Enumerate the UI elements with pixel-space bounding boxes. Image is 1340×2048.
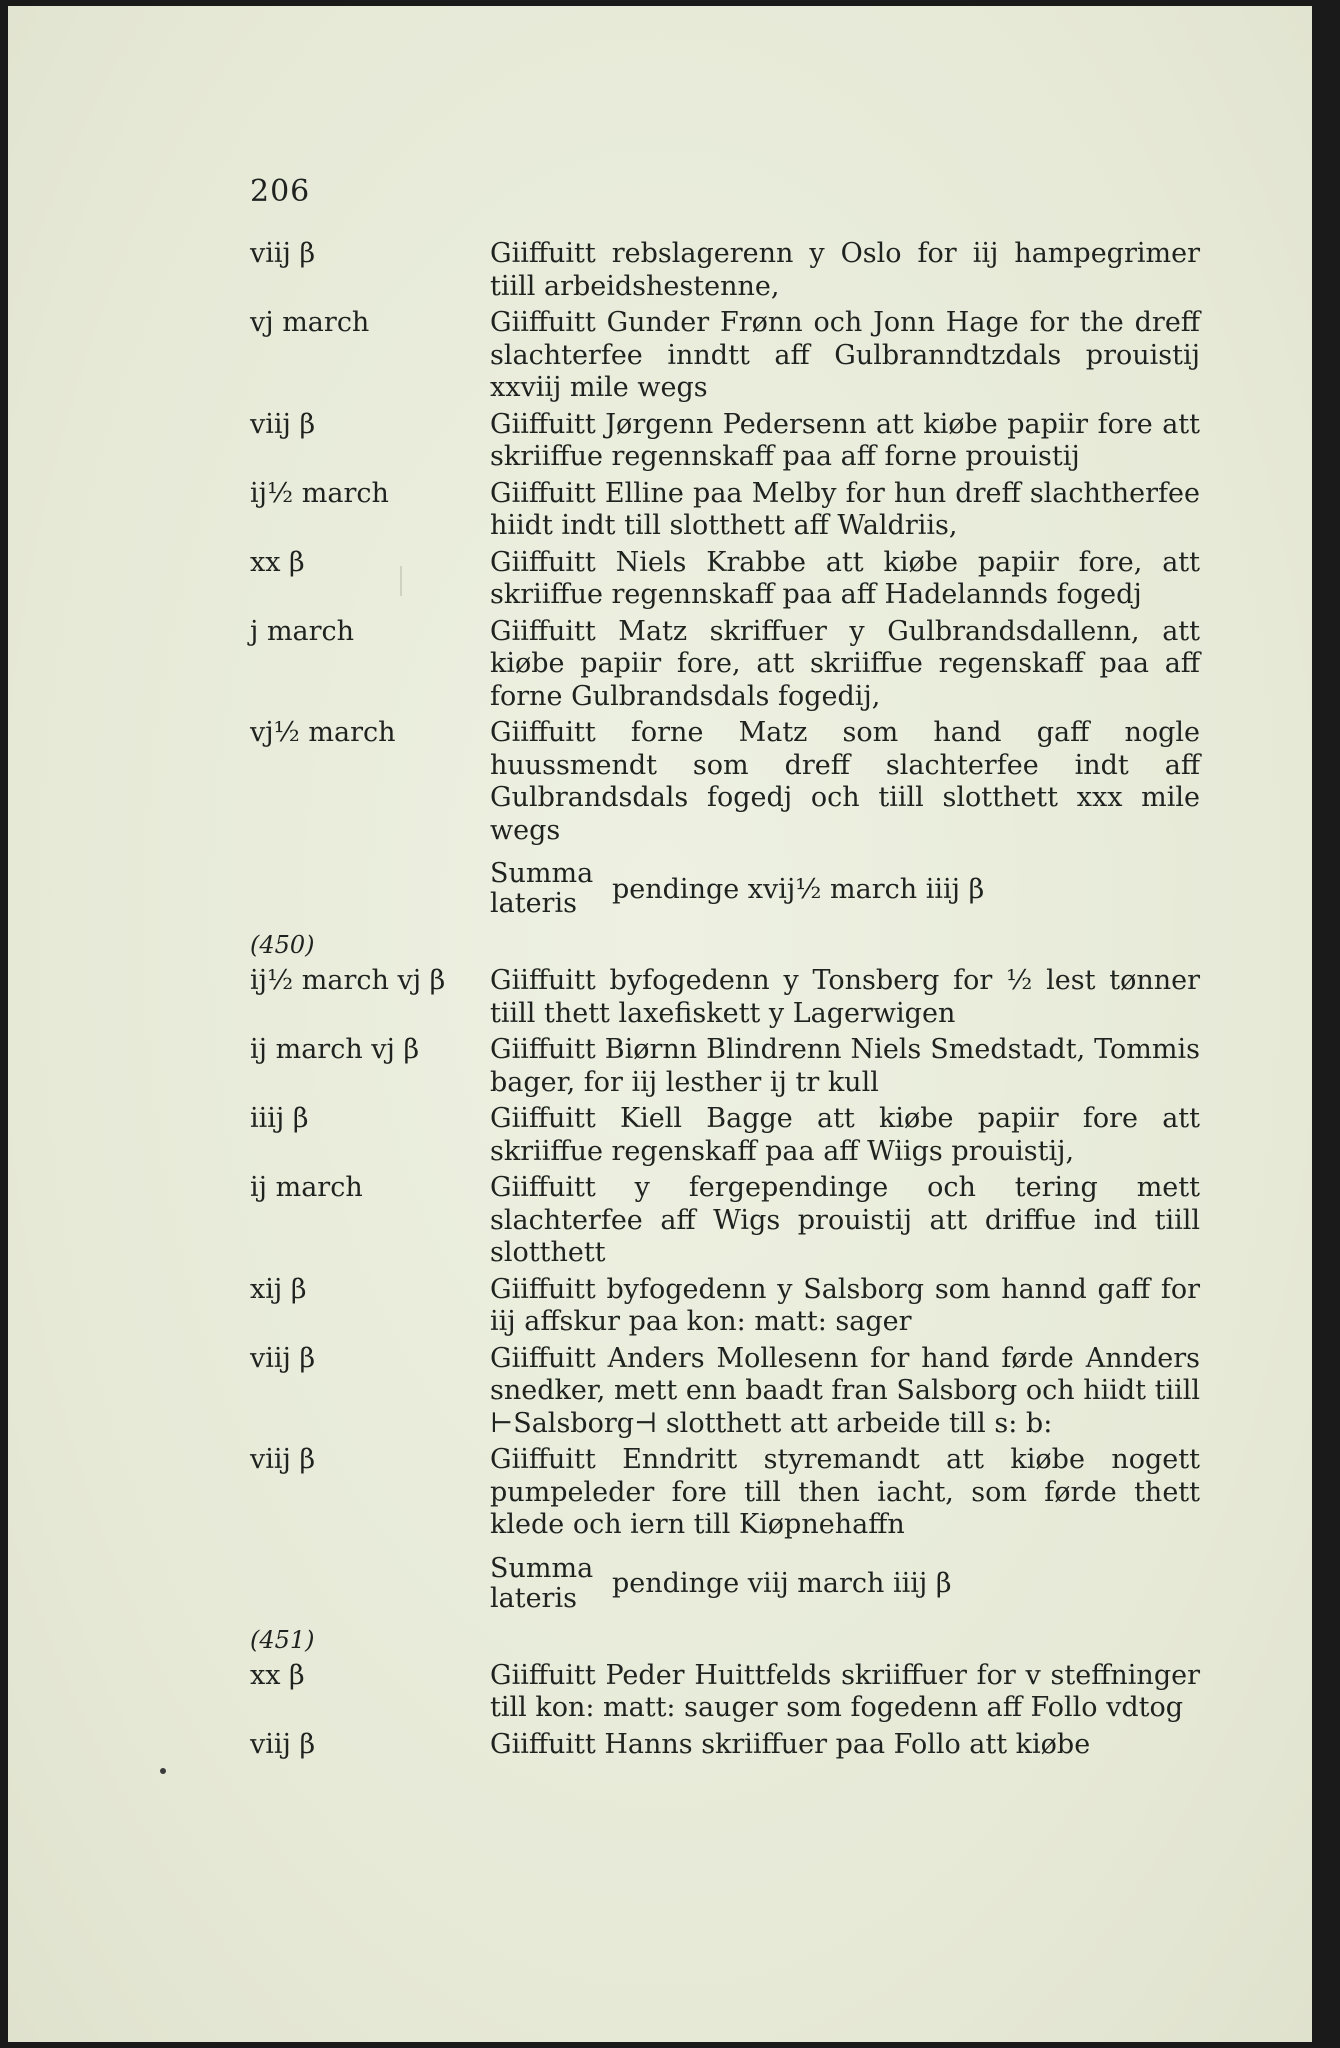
document-page xyxy=(8,6,1312,2042)
ledger-entry xyxy=(250,1034,1200,1099)
folio-number: (450) xyxy=(250,931,315,959)
ledger-entry xyxy=(250,478,1200,543)
entry-amount: viij β xyxy=(250,1342,316,1374)
entry-text: Giiffuitt byfogedenn y Tonsberg for ½ lest tønner tiill thett laxefiskett y Lagerwigen xyxy=(490,965,1200,1029)
entry-amount: xx β xyxy=(250,1659,305,1691)
ink-speck xyxy=(160,1768,166,1774)
ledger-entry xyxy=(250,1660,1200,1725)
entry-text: Giiffuitt y fergependinge och tering mett slachterfee aff Wigs prouistij att driffue ind tiill slotthett xyxy=(490,1172,1200,1268)
entry-amount: vj march xyxy=(250,307,370,338)
entry-text: Giiffuitt rebslagerenn y Oslo for iij hampegrimer tiill arbeidshestenne, xyxy=(490,238,1200,302)
summa-value: pendinge xvij½ march iiij β xyxy=(612,873,985,905)
entry-text: Giiffuitt forne Matz som hand gaff nogle huussmendt som dreff slachterfee indt aff Gulbrandsdals fogedj och tiill slotthett xxx mile wegs xyxy=(490,717,1200,846)
ledger-entry xyxy=(250,409,1200,474)
entry-amount: xx β xyxy=(250,546,305,578)
ledger-entry xyxy=(250,307,1200,405)
ledger-entry xyxy=(250,1274,1200,1339)
entry-text: Giiffuitt byfogedenn y Salsborg som hannd gaff for iij affskur paa kon: matt: sager xyxy=(490,1273,1200,1337)
ledger-entry xyxy=(250,1444,1200,1542)
ledger-entry xyxy=(250,965,1200,1030)
entry-amount: viij β xyxy=(250,1444,316,1475)
ledger-entry xyxy=(250,1103,1200,1168)
summa-label-top: Summa xyxy=(490,858,594,889)
summa-label xyxy=(490,1554,612,1614)
entry-amount: vj½ march xyxy=(250,717,396,748)
entry-text: Giiffuitt Kiell Bagge att kiøbe papiir fore att skriiffue regenskaff paa aff Wiigs prouistij, xyxy=(490,1103,1200,1167)
summa-label-top: Summa xyxy=(490,1552,594,1584)
entry-amount: iiij β xyxy=(250,1103,309,1134)
entry-text: Giiffuitt Matz skriffuer y Gulbrandsdallenn, att kiøbe papiir fore, att skriiffue regenskaff paa aff forne Gulbrandsdals fogedij, xyxy=(490,615,1200,712)
entry-text: Giiffuitt Enndritt styremandt att kiøbe nogett pumpeleder fore till then iacht, som førde thett klede och iern till Kiøpnehaffn xyxy=(490,1444,1200,1540)
entry-text: Giiffuitt Hanns skriiffuer paa Follo att kiøbe xyxy=(490,1728,1091,1760)
folio-number: (451) xyxy=(250,1625,315,1654)
summa-lateris xyxy=(490,1554,1200,1614)
ledger-entry xyxy=(250,547,1200,612)
ledger-entries xyxy=(250,238,1200,1765)
entry-amount: ij½ march xyxy=(250,477,389,509)
ledger-entry xyxy=(250,717,1200,847)
summa-value: pendinge viij march iiij β xyxy=(612,1568,952,1599)
summa-label-bottom: lateris xyxy=(490,888,577,919)
entry-amount: viij β xyxy=(250,408,316,440)
summa-label xyxy=(490,859,612,919)
entry-text: Giiffuitt Gunder Frønn och Jonn Hage for the dreff slachterfee inndtt aff Gulbranndtzdals prouistij xxviij mile wegs xyxy=(490,307,1200,403)
entry-amount: viij β xyxy=(250,1728,316,1760)
entry-text: Giiffuitt Peder Huittfelds skriiffuer for v steffninger till kon: matt: sauger som fogedenn aff Follo vdtog xyxy=(490,1659,1200,1723)
entry-amount: viij β xyxy=(250,238,316,269)
summa-lateris xyxy=(490,859,1200,919)
ledger-entry xyxy=(250,1729,1200,1762)
entry-amount: j march xyxy=(250,615,355,647)
entry-text: Giiffuitt Jørgenn Pedersenn att kiøbe papiir fore att skriiffue regennskaff paa aff forne prouistij xyxy=(490,408,1200,472)
ledger-entry xyxy=(250,238,1200,303)
ledger-entry xyxy=(250,616,1200,714)
entry-amount: ij march vj β xyxy=(250,1034,420,1065)
entry-text: Giiffuitt Elline paa Melby for hun dreff slachtherfee hiidt indt till slotthett aff Waldriis, xyxy=(490,477,1200,541)
entry-amount: ij march xyxy=(250,1172,363,1203)
entry-text: Giiffuitt Biørnn Blindrenn Niels Smedstadt, Tommis bager, for iij lesther ij tr kull xyxy=(490,1034,1200,1098)
ledger-entry xyxy=(250,1343,1200,1441)
entry-amount: ij½ march vj β xyxy=(250,965,446,996)
entry-text: Giiffuitt Niels Krabbe att kiøbe papiir fore, att skriiffue regennskaff paa aff Hadelannds fogedj xyxy=(490,546,1200,610)
entry-text: Giiffuitt Anders Mollesenn for hand førde Annders snedker, mett enn baadt fran Salsborg och hiidt tiill ⊢Salsborg⊣ slotthett att arbeide till s: b: xyxy=(490,1342,1200,1439)
summa-label-bottom: lateris xyxy=(490,1582,577,1614)
page-number: 206 xyxy=(250,174,311,209)
ledger-entry xyxy=(250,1172,1200,1270)
entry-amount: xij β xyxy=(250,1273,307,1305)
